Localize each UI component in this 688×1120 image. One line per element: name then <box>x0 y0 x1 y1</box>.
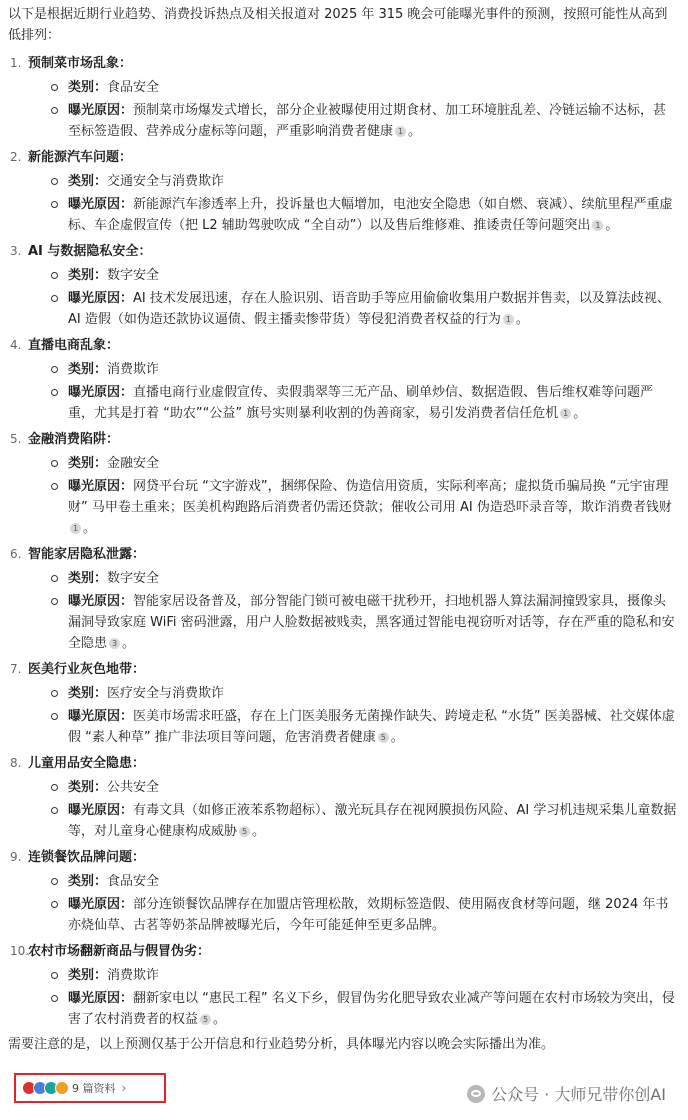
chevron-right-icon: › <box>121 1081 127 1095</box>
item-number: 3. <box>10 244 22 258</box>
reason-label: 曝光原因 <box>68 479 121 494</box>
item-details <box>28 453 678 539</box>
reason-value: 网贷平台玩 “文字游戏”，捆绑保险、伪造信用资质，实际利率高；虚拟货币骗局换 “元宇宙理财” 马甲卷土重来；医美机构跑路后消费者仍需还贷款；催收公司用 AI 伪造恐吓录音等，欺诈消费者钱财 <box>68 479 672 515</box>
reason-line <box>48 988 678 1030</box>
reason-value: 智能家居设备普及，部分智能门锁可被电磁干扰秒开，扫地机器人算法漏洞撞毁家具，摄像头漏洞导致家庭 WiFi 密码泄露，用户人脸数据被贱卖，黑客通过智能电视窃听对话等，存在严重的隐私和安全隐患 <box>68 594 675 651</box>
category-label: 类别 <box>68 780 95 795</box>
item-number: 1. <box>10 56 22 70</box>
item-number: 7. <box>10 662 22 676</box>
category-line <box>48 683 678 704</box>
watermark-text: 公众号 · 大师兄带你创AI <box>491 1085 666 1104</box>
label-colon: ： <box>120 594 134 609</box>
label-colon: ： <box>120 897 134 912</box>
sentence-end: 。 <box>605 218 619 233</box>
category-value: 食品安全 <box>107 874 160 889</box>
source-favicon-icon <box>55 1081 69 1095</box>
item-number: 9. <box>10 850 22 864</box>
item-number: 10. <box>10 944 30 958</box>
item-title: 儿童用品安全隐患 <box>28 756 133 771</box>
sentence-end: 。 <box>408 124 422 139</box>
label-colon: ： <box>94 456 108 471</box>
category-label: 类别 <box>68 362 95 377</box>
category-value: 金融安全 <box>107 456 160 471</box>
prediction-item <box>8 240 678 330</box>
sources-button[interactable] <box>14 1073 166 1103</box>
title-colon: ： <box>119 150 133 165</box>
label-colon: ： <box>120 197 134 212</box>
reason-label: 曝光原因 <box>68 803 121 818</box>
category-value: 消费欺诈 <box>107 362 160 377</box>
reason-line <box>48 476 678 539</box>
item-title: 连锁餐饮品牌问题 <box>28 850 133 865</box>
sentence-end: 。 <box>83 521 97 536</box>
item-title: 预制菜市场乱象 <box>28 56 120 71</box>
reason-value: 预制菜市场爆发式增长，部分企业被曝使用过期食材、加工环境脏乱差、冷链运输不达标，甚至标签造假、营养成分虚标等问题，严重影响消费者健康 <box>68 103 667 139</box>
citation-badge[interactable]: 1 <box>592 220 603 231</box>
category-label: 类别 <box>68 968 95 983</box>
citation-badge[interactable]: 1 <box>560 408 571 419</box>
item-details <box>28 568 678 654</box>
label-colon: ： <box>120 385 134 400</box>
reason-line <box>48 194 678 236</box>
reason-value: 有毒文具（如修正液苯系物超标）、激光玩具存在视网膜损伤风险、AI 学习机违规采集儿童数据等，对儿童身心健康构成威胁 <box>68 803 677 839</box>
citation-badge[interactable]: 1 <box>395 126 406 137</box>
item-details <box>28 777 678 842</box>
citation-badge[interactable]: 5 <box>200 1014 211 1025</box>
reason-value: 直播电商行业虚假宣传、卖假翡翠等三无产品、刷单炒信、数据造假、售后维权难等问题严重，尤其是打着 “助农”“公益” 旗号实则暴利收割的伪善商家，易引发消费者信任危机 <box>68 385 654 421</box>
category-line <box>48 171 678 192</box>
label-colon: ： <box>120 709 134 724</box>
category-value: 医疗安全与消费欺诈 <box>107 686 225 701</box>
item-number: 2. <box>10 150 22 164</box>
category-label: 类别 <box>68 456 95 471</box>
category-line <box>48 453 678 474</box>
prediction-item <box>8 543 678 654</box>
sources-label: 9 篇资料 <box>72 1082 116 1095</box>
category-line <box>48 777 678 798</box>
sentence-end: 。 <box>390 730 404 745</box>
reason-line <box>48 894 678 936</box>
reason-label: 曝光原因 <box>68 385 121 400</box>
label-colon: ： <box>120 103 134 118</box>
citation-badge[interactable]: 1 <box>70 523 81 534</box>
item-title: 医美行业灰色地带 <box>28 662 133 677</box>
category-value: 消费欺诈 <box>107 968 160 983</box>
category-label: 类别 <box>68 80 95 95</box>
prediction-list <box>8 52 678 1030</box>
category-label: 类别 <box>68 874 95 889</box>
category-label: 类别 <box>68 268 95 283</box>
title-colon: ： <box>138 244 152 259</box>
item-details <box>28 683 678 748</box>
title-colon: ： <box>197 944 211 959</box>
prediction-item <box>8 940 678 1030</box>
item-details <box>28 965 678 1030</box>
prediction-item <box>8 428 678 539</box>
citation-badge[interactable]: 3 <box>109 638 120 649</box>
label-colon: ： <box>120 803 134 818</box>
sentence-end: 。 <box>213 1012 227 1027</box>
sentence-end: 。 <box>122 636 136 651</box>
title-colon: ： <box>106 432 120 447</box>
item-number: 8. <box>10 756 22 770</box>
reason-label: 曝光原因 <box>68 897 121 912</box>
category-label: 类别 <box>68 686 95 701</box>
citation-badge[interactable]: 5 <box>378 732 389 743</box>
title-colon: ： <box>119 56 133 71</box>
prediction-item <box>8 846 678 936</box>
title-colon: ： <box>132 662 146 677</box>
reason-label: 曝光原因 <box>68 291 121 306</box>
category-value: 数字安全 <box>107 268 160 283</box>
category-value: 交通安全与消费欺诈 <box>107 174 225 189</box>
reason-label: 曝光原因 <box>68 709 121 724</box>
label-colon: ： <box>120 291 134 306</box>
label-colon: ： <box>94 174 108 189</box>
item-details <box>28 871 678 936</box>
label-colon: ： <box>94 874 108 889</box>
label-colon: ： <box>94 80 108 95</box>
category-line <box>48 359 678 380</box>
category-label: 类别 <box>68 571 95 586</box>
item-number: 4. <box>10 338 22 352</box>
label-colon: ： <box>94 362 108 377</box>
prediction-item <box>8 52 678 142</box>
label-colon: ： <box>120 991 134 1006</box>
item-title: 金融消费陷阱 <box>28 432 107 447</box>
reason-value: 医美市场需求旺盛，存在上门医美服务无菌操作缺失、跨境走私 “水货” 医美器械、社交媒体虚假 “素人种草” 推广非法项目等问题，危害消费者健康 <box>68 709 675 745</box>
prediction-item <box>8 658 678 748</box>
citation-badge[interactable]: 5 <box>239 826 250 837</box>
category-label: 类别 <box>68 174 95 189</box>
prediction-item <box>8 334 678 424</box>
title-colon: ： <box>132 547 146 562</box>
reason-line <box>48 382 678 424</box>
sentence-end: 。 <box>573 406 587 421</box>
category-line <box>48 265 678 286</box>
reason-label: 曝光原因 <box>68 594 121 609</box>
reason-label: 曝光原因 <box>68 103 121 118</box>
item-number: 6. <box>10 547 22 561</box>
prediction-item <box>8 752 678 842</box>
item-title: 智能家居隐私泄露 <box>28 547 133 562</box>
item-details <box>28 359 678 424</box>
reason-line <box>48 706 678 748</box>
label-colon: ： <box>94 686 108 701</box>
category-line <box>48 871 678 892</box>
reason-line <box>48 288 678 330</box>
title-colon: ： <box>106 338 120 353</box>
category-line <box>48 77 678 98</box>
title-colon: ： <box>132 756 146 771</box>
source-favicons <box>22 1081 66 1095</box>
item-details <box>28 77 678 142</box>
label-colon: ： <box>94 780 108 795</box>
label-colon: ： <box>94 571 108 586</box>
reason-value: AI 技术发展迅速，存在人脸识别、语音助手等应用偷偷收集用户数据并售卖，以及算法歧视、AI 造假（如伪造还款协议逼债、假主播卖惨带货）等侵犯消费者权益的行为 <box>68 291 670 327</box>
intro-text: 以下是根据近期行业趋势、消费投诉热点及相关报道对 2025 年 315 晚会可能曝光事件的预测，按照可能性从高到低排列： <box>8 7 668 43</box>
reason-value: 新能源汽车渗透率上升，投诉量也大幅增加，电池安全隐患（如自燃、衰减）、续航里程严重虚标、车企虚假宣传（把 L2 辅助驾驶吹成 “全自动”）以及售后维修难、推诿责任等问题突出 <box>68 197 673 233</box>
item-title: 新能源汽车问题 <box>28 150 120 165</box>
citation-badge[interactable]: 1 <box>503 314 514 325</box>
reason-value: 部分连锁餐饮品牌存在加盟店管理松散，效期标签造假、使用隔夜食材等问题，继 2024 年书亦烧仙草、古茗等奶茶品牌被曝光后，今年可能延伸至更多品牌。 <box>68 897 669 933</box>
reason-label: 曝光原因 <box>68 991 121 1006</box>
category-value: 数字安全 <box>107 571 160 586</box>
reason-line <box>48 800 678 842</box>
item-details <box>28 171 678 236</box>
wechat-icon <box>467 1085 485 1103</box>
item-title: 农村市场翻新商品与假冒伪劣 <box>28 944 198 959</box>
disclaimer-note: 需要注意的是，以上预测仅基于公开信息和行业趋势分析，具体曝光内容以晚会实际播出为准。 <box>8 1037 555 1052</box>
item-number: 5. <box>10 432 22 446</box>
reason-line <box>48 591 678 654</box>
item-title: 直播电商乱象 <box>28 338 107 353</box>
category-line <box>48 965 678 986</box>
category-value: 公共安全 <box>107 780 160 795</box>
label-colon: ： <box>94 268 108 283</box>
category-value: 食品安全 <box>107 80 160 95</box>
reason-line <box>48 100 678 142</box>
sentence-end: 。 <box>515 312 529 327</box>
item-title: AI 与数据隐私安全 <box>28 244 139 259</box>
reason-label: 曝光原因 <box>68 197 121 212</box>
title-colon: ： <box>132 850 146 865</box>
sentence-end: 。 <box>252 824 266 839</box>
category-line <box>48 568 678 589</box>
item-details <box>28 265 678 330</box>
prediction-item <box>8 146 678 236</box>
label-colon: ： <box>94 968 108 983</box>
reason-value: 翻新家电以 “惠民工程” 名义下乡，假冒伪劣化肥导致农业减产等问题在农村市场较为突出，侵害了农村消费者的权益 <box>68 991 675 1027</box>
watermark <box>467 1082 666 1105</box>
label-colon: ： <box>120 479 134 494</box>
